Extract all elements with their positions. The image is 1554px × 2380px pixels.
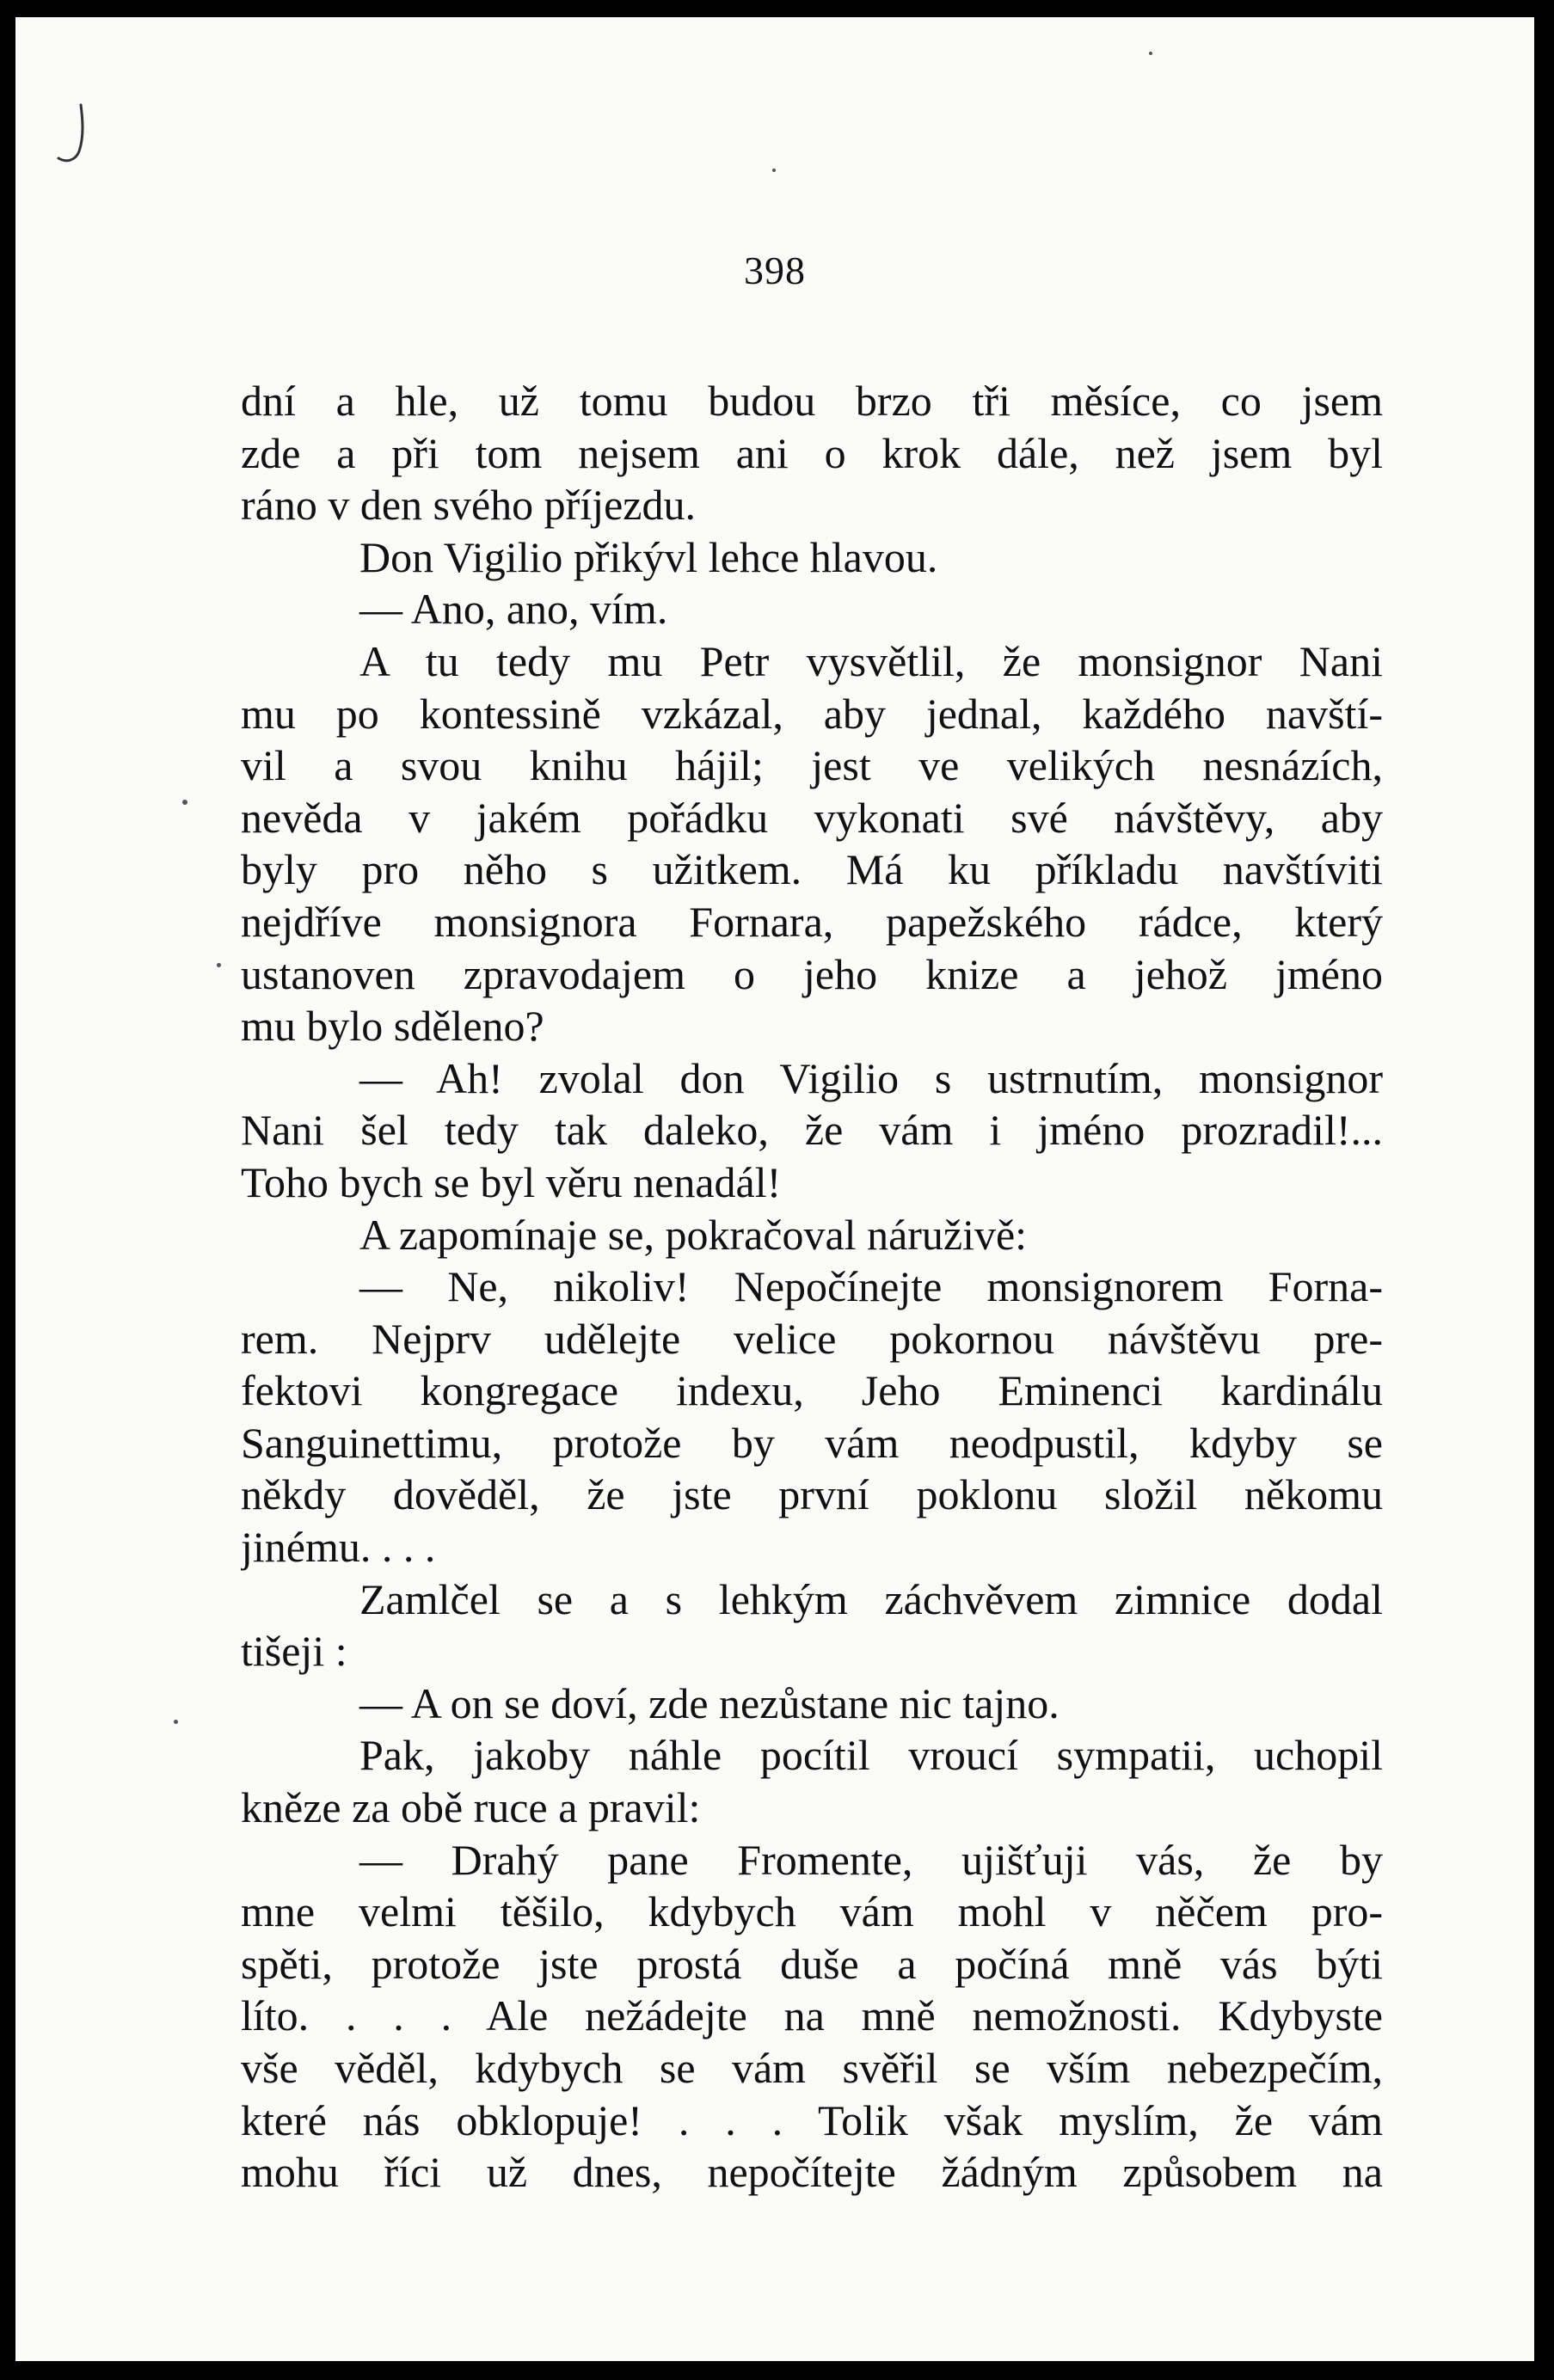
text-line: Sanguinettimu, protože by vám neodpustil, kdyby se (241, 1418, 1383, 1467)
text-line: — Drahý pane Fromente, ujišťuji vás, že by (359, 1835, 1383, 1884)
text-line: tišeji : (241, 1627, 347, 1676)
text-line: mu po kontessině vzkázal, aby jednal, každého navští- (241, 689, 1383, 738)
text-line: líto. . . . Ale nežádejte na mně nemožnosti. Kdybyste (241, 1991, 1383, 2040)
book-page (15, 17, 1534, 2361)
text-line: Don Vigilio přikývl lehce hlavou. (359, 532, 938, 581)
pencil-mark-icon (53, 101, 96, 170)
print-speck (1149, 52, 1152, 55)
text-line: ustanoven zpravodajem o jeho knize a jehož jméno (241, 949, 1383, 998)
text-line: dní a hle, už tomu budou brzo tři měsíce, co jsem (241, 377, 1383, 425)
text-line: nejdříve monsignora Fornara, papežského rádce, který (241, 897, 1383, 946)
text-line: Zamlčel se a s lehkým záchvěvem zimnice dodal (359, 1574, 1383, 1623)
text-line: spěti, protože jste prostá duše a počíná mně vás býti (241, 1939, 1383, 1988)
page-number: 398 (744, 248, 806, 292)
print-speck (772, 169, 776, 172)
print-speck (174, 1720, 178, 1724)
text-line: Toho bych se byl věru nenadál! (241, 1157, 782, 1206)
print-speck (182, 800, 187, 805)
text-line: nevěda v jakém pořádku vykonati své návštěvy, aby (241, 793, 1383, 842)
text-line: kněze za obě ruce a pravil: (241, 1783, 701, 1832)
text-line: vše věděl, kdybych se vám svěřil se vším nebezpečím, (241, 2044, 1383, 2092)
text-line: rem. Nejprv udělejte velice pokornou návštěvu pre- (241, 1314, 1383, 1363)
text-line: mne velmi těšilo, kdybych vám mohl v něčem pro- (241, 1887, 1383, 1936)
text-line: někdy dověděl, že jste první poklonu složil někomu (241, 1470, 1383, 1519)
text-line: fektovi kongregace indexu, Jeho Eminenci kardinálu (241, 1366, 1383, 1415)
text-line: vil a svou knihu hájil; jest ve velikých nesnázích, (241, 741, 1383, 790)
text-line: Nani šel tedy tak daleko, že vám i jméno prozradil!... (241, 1106, 1383, 1155)
print-speck (217, 963, 221, 967)
text-line: — Ne, nikoliv! Nepočínejte monsignorem Forna- (359, 1262, 1383, 1311)
text-line: A tu tedy mu Petr vysvětlil, že monsignor Nani (359, 636, 1383, 685)
text-line: jinému. . . . (241, 1523, 436, 1572)
body-text (241, 375, 1383, 2199)
text-line: — Ah! zvolal don Vigilio s ustrnutím, monsignor (359, 1053, 1383, 1102)
text-line: mohu říci už dnes, nepočítejte žádným způsobem na (241, 2148, 1383, 2197)
text-line: které nás obklopuje! . . . Tolik však myslím, že vám (241, 2095, 1383, 2144)
text-line: mu bylo sděleno? (241, 1002, 544, 1051)
text-line: Pak, jakoby náhle pocítil vroucí sympatii, uchopil (359, 1731, 1383, 1780)
text-line: A zapomínaje se, pokračoval náruživě: (359, 1210, 1028, 1259)
text-line: — Ano, ano, vím. (359, 585, 668, 634)
text-line: byly pro něho s užitkem. Má ku příkladu navštíviti (241, 845, 1383, 894)
text-line: — A on se doví, zde nezůstane nic tajno. (359, 1678, 1060, 1727)
text-line: zde a při tom nejsem ani o krok dále, než jsem byl (241, 428, 1383, 477)
text-line: ráno v den svého příjezdu. (241, 481, 697, 530)
